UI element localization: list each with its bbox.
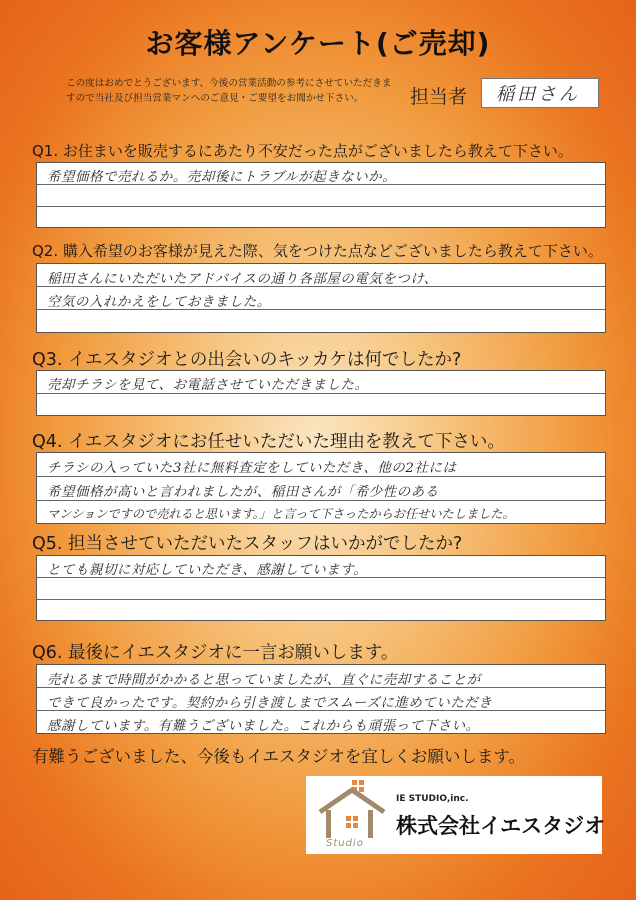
answer-5-line-1: とても親切に対応していただき、感謝しています。 xyxy=(47,563,368,578)
answer-box-1 xyxy=(36,162,606,228)
logo-studio-text: Studio xyxy=(326,838,364,849)
question-5: Q5. 担当させていただいたスタッフはいかがでしたか? xyxy=(32,534,463,554)
answer-box-5 xyxy=(36,555,606,621)
ruled-line xyxy=(37,206,605,207)
answer-box-2 xyxy=(36,263,606,333)
staff-label: 担当者 xyxy=(410,86,468,108)
question-2: Q2. 購入希望のお客様が見えた際、気をつけた点などございましたら教えて下さい。 xyxy=(32,242,603,260)
answer-4-line-3: マンションですので売れると思います。」と言って下さったからお任せいたしました。 xyxy=(47,507,515,521)
staff-name: 稲田さん xyxy=(496,84,580,105)
question-1: Q1. お住まいを販売するにあたり不安だった点がございましたら教えて下さい。 xyxy=(32,142,573,160)
question-3: Q3. イエスタジオとの出会いのキッカケは何でしたか? xyxy=(32,350,462,370)
closing-message: 有難うございました、今後もイエスタジオを宜しくお願いします。 xyxy=(32,747,526,766)
question-6: Q6. 最後にイエスタジオに一言お願いします。 xyxy=(32,643,399,663)
answer-6-line-3: 感謝しています。有難うございました。これからも頑張って下さい。 xyxy=(47,719,480,734)
question-4: Q4. イエスタジオにお任せいただいた理由を教えて下さい。 xyxy=(32,432,505,452)
answer-4-line-1: チラシの入っていた3社に無料査定をしていただき、他の2社には xyxy=(47,461,457,476)
staff-name-field xyxy=(481,78,599,108)
answer-2-line-2: 空気の入れかえをしておきました。 xyxy=(47,295,271,310)
ruled-line xyxy=(37,476,605,477)
ruled-line xyxy=(37,393,605,394)
answer-box-3 xyxy=(36,370,606,416)
answer-box-4 xyxy=(36,452,606,524)
page-title: お客様アンケート(ご売却) xyxy=(145,27,491,60)
ruled-line xyxy=(37,599,605,600)
intro-text: この度はおめでとうございます、今後の営業活動の参考にさせていただきますので当社及び担当営業マンへのご意見・ご要望をお聞かせ下さい。 xyxy=(66,78,392,104)
company-name-jp: 株式会社イエスタジオ xyxy=(396,814,606,838)
answer-2-line-1: 稲田さんにいただいたアドバイスの通り各部屋の電気をつけ、 xyxy=(47,272,438,287)
ruled-line xyxy=(37,500,605,501)
company-logo xyxy=(306,776,606,854)
company-name-en: IE STUDIO,inc. xyxy=(396,794,469,804)
answer-box-6 xyxy=(36,664,606,734)
answer-4-line-2: 希望価格が高いと言われましたが、稲田さんが「希少性のある xyxy=(47,485,439,500)
answer-6-line-2: できて良かったです。契約から引き渡しまでスムーズに進めていただき xyxy=(47,696,493,711)
answer-6-line-1: 売れるまで時間がかかると思っていましたが、直ぐに売却することが xyxy=(47,673,481,688)
answer-3-line-1: 売却チラシを見て、お電話させていただきました。 xyxy=(47,378,369,393)
answer-1-line-1: 希望価格で売れるか。売却後にトラブルが起きないか。 xyxy=(47,170,397,185)
